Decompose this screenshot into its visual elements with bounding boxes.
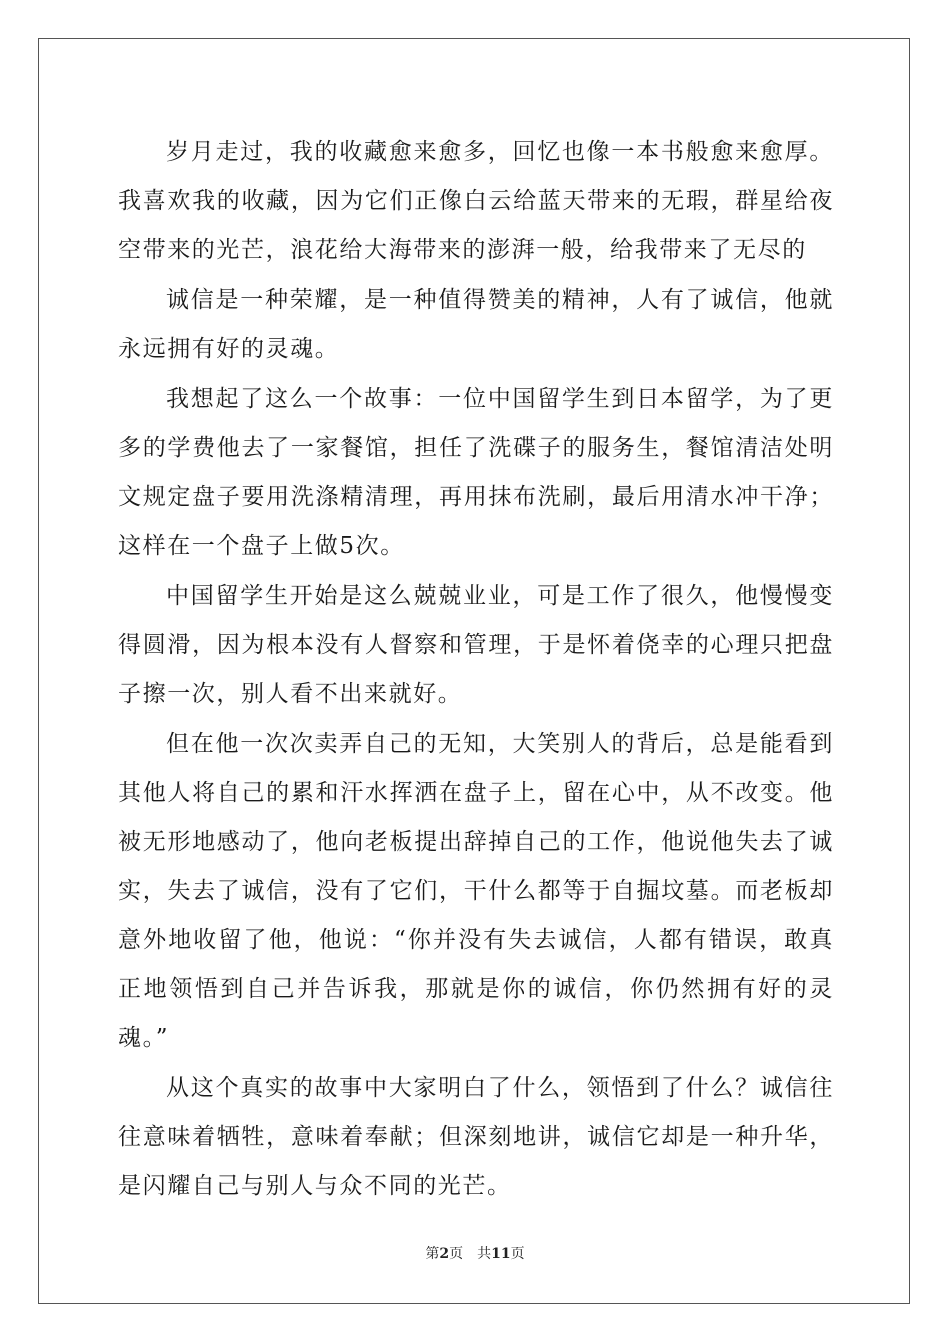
page-number: 2 xyxy=(439,1246,450,1262)
page-footer xyxy=(0,1245,950,1263)
paragraph-4: 中国留学生开始是这么兢兢业业，可是工作了很久，他慢慢变得圆滑，因为根本没有人督察和管理，于是怀着侥幸的心理只把盘子擦一次，别人看不出来就好。 xyxy=(118,583,834,707)
paragraph-1: 岁月走过，我的收藏愈来愈多，回忆也像一本书般愈来愈厚。我喜欢我的收藏，因为它们正像白云给蓝天带来的无瑕，群星给夜空带来的光芒，浪花给大海带来的澎湃一般，给我带来了无尽的 xyxy=(118,139,834,263)
total-prefix: 共 xyxy=(477,1246,492,1262)
paragraph-5: 但在他一次次卖弄自己的无知，大笑别人的背后，总是能看到其他人将自己的累和汗水挥洒在盘子上，留在心中，从不改变。他被无形地感动了，他向老板提出辞掉自己的工作，他说他失去了诚实，失去了诚信，没有了它们，干什么都等于自掘坟墓。而老板却意外地收留了他，他说：“你并没有失去诚信，人都有错误，敢真正地领悟到自己并告诉我，那就是你的诚信，你仍然拥有好的灵魂。” xyxy=(118,731,834,1051)
total-pages: 11 xyxy=(491,1246,511,1262)
page-suffix: 页 xyxy=(449,1246,464,1262)
paragraph-2: 诚信是一种荣耀，是一种值得赞美的精神，人有了诚信，他就永远拥有好的灵魂。 xyxy=(118,287,834,362)
paragraph-6: 从这个真实的故事中大家明白了什么，领悟到了什么？诚信往往意味着牺牲，意味着奉献；但深刻地讲，诚信它却是一种升华，是闪耀自己与别人与众不同的光芒。 xyxy=(118,1075,834,1199)
total-suffix: 页 xyxy=(510,1246,525,1262)
paragraph-3: 我想起了这么一个故事：一位中国留学生到日本留学，为了更多的学费他去了一家餐馆，担任了洗碟子的服务生，餐馆清洁处明文规定盘子要用洗涤精清理，再用抹布洗刷，最后用清水冲干净；这样在一个盘子上做5次。 xyxy=(118,386,834,559)
page-prefix: 第 xyxy=(425,1246,440,1262)
document-body xyxy=(118,128,834,1211)
